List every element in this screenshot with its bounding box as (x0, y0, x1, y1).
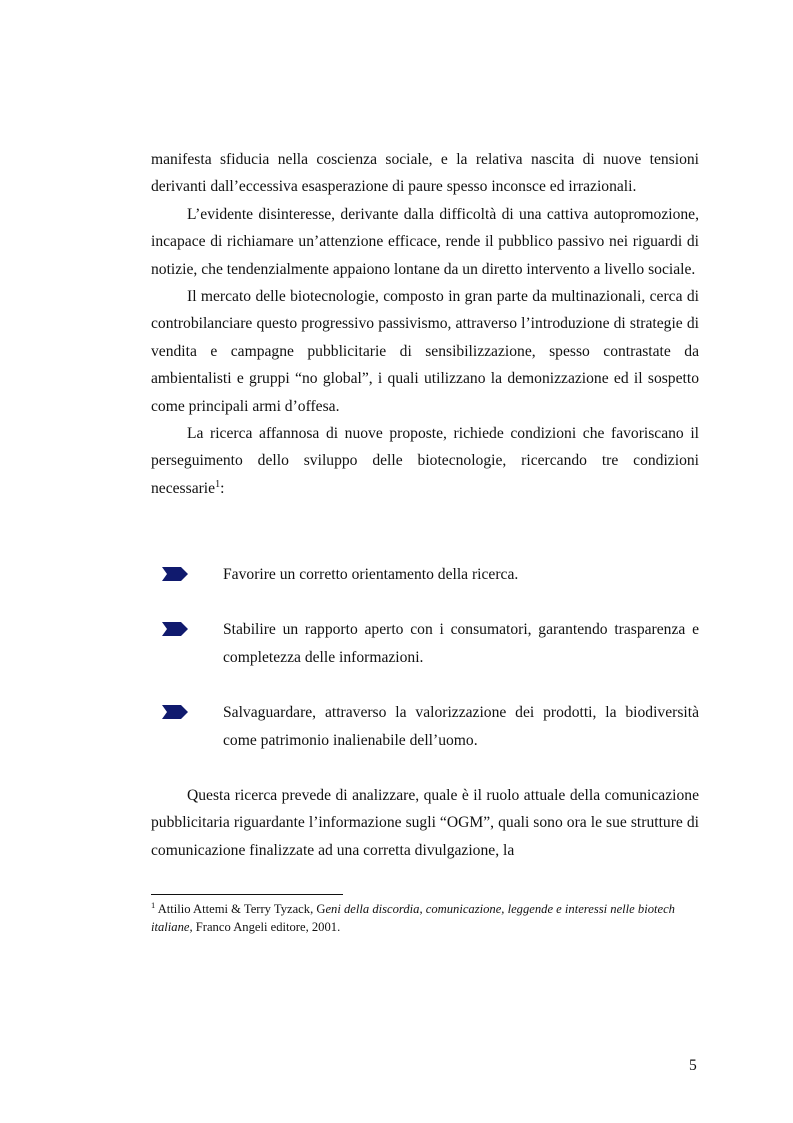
footnote-reference[interactable]: 1 (215, 478, 221, 490)
arrow-bullet-icon (162, 622, 188, 636)
bullet-item (151, 616, 699, 671)
bullet-text: Salvaguardare, attraverso la valorizzazione dei prodotti, la biodiversità come patrimonio inalienabile dell’uomo. (223, 704, 699, 749)
bullet-item (151, 561, 699, 588)
footnote-authors: Attilio Attemi & Terry Tyzack, G (155, 902, 326, 916)
footnote-divider (151, 894, 343, 895)
closing-paragraph: Questa ricerca prevede di analizzare, quale è il ruolo attuale della comunicazione pubblicitaria riguardante l’informazione sugli “OGM”, quali sono ora le sue strutture di comunicazione finalizzate ad una corretta divulgazione, la (151, 787, 699, 859)
bullet-item (151, 699, 699, 754)
paragraph-4 (151, 420, 699, 502)
bullet-text: Stabilire un rapporto aperto con i consumatori, garantendo trasparenza e completezza delle informazioni. (223, 621, 699, 666)
footnote-title: eni della discordia, comunicazione, leggende e interessi nelle biotech italiane, (151, 902, 675, 934)
footnote-number: 1 (151, 899, 156, 910)
paragraph-3: Il mercato delle biotecnologie, composto in gran parte da multinazionali, cerca di controbilanciare questo progressivo passivismo, attraverso l’introduzione di strategie di vendita e campagne pubblicitarie di sensibilizzazione, spesso contrastate da ambientalisti e gruppi “no global”, i quali utilizzano la demonizzazione ed il sospetto come principali armi d’offesa. (151, 288, 699, 415)
paragraph-4-colon: : (220, 479, 225, 497)
paragraph-4-text: La ricerca affannosa di nuove proposte, richiede condizioni che favoriscano il perseguimento dello sviluppo delle biotecnologie, ricercando tre condizioni necessarie (151, 425, 699, 497)
paragraph-1: manifesta sfiducia nella coscienza sociale, e la relativa nascita di nuove tensioni derivanti dall’eccessiva esasperazione di paure spesso inconsce ed irrazionali. (151, 151, 699, 196)
bullet-text: Favorire un corretto orientamento della ricerca. (223, 566, 519, 583)
arrow-bullet-icon (162, 567, 188, 581)
arrow-bullet-icon (162, 705, 188, 719)
bullet-list (151, 561, 699, 782)
page-number: 5 (689, 1057, 697, 1074)
footnote-publisher: Franco Angeli editore, 2001. (192, 919, 341, 934)
footnote (151, 901, 699, 936)
paragraph-2: L’evidente disinteresse, derivante dalla difficoltà di una cattiva autopromozione, incapace di richiamare un’attenzione efficace, rende il pubblico passivo nei riguardi di notizie, che tendenzialmente appaiono lontane da un diretto intervento a livello sociale. (151, 205, 699, 278)
body-text (151, 146, 699, 502)
